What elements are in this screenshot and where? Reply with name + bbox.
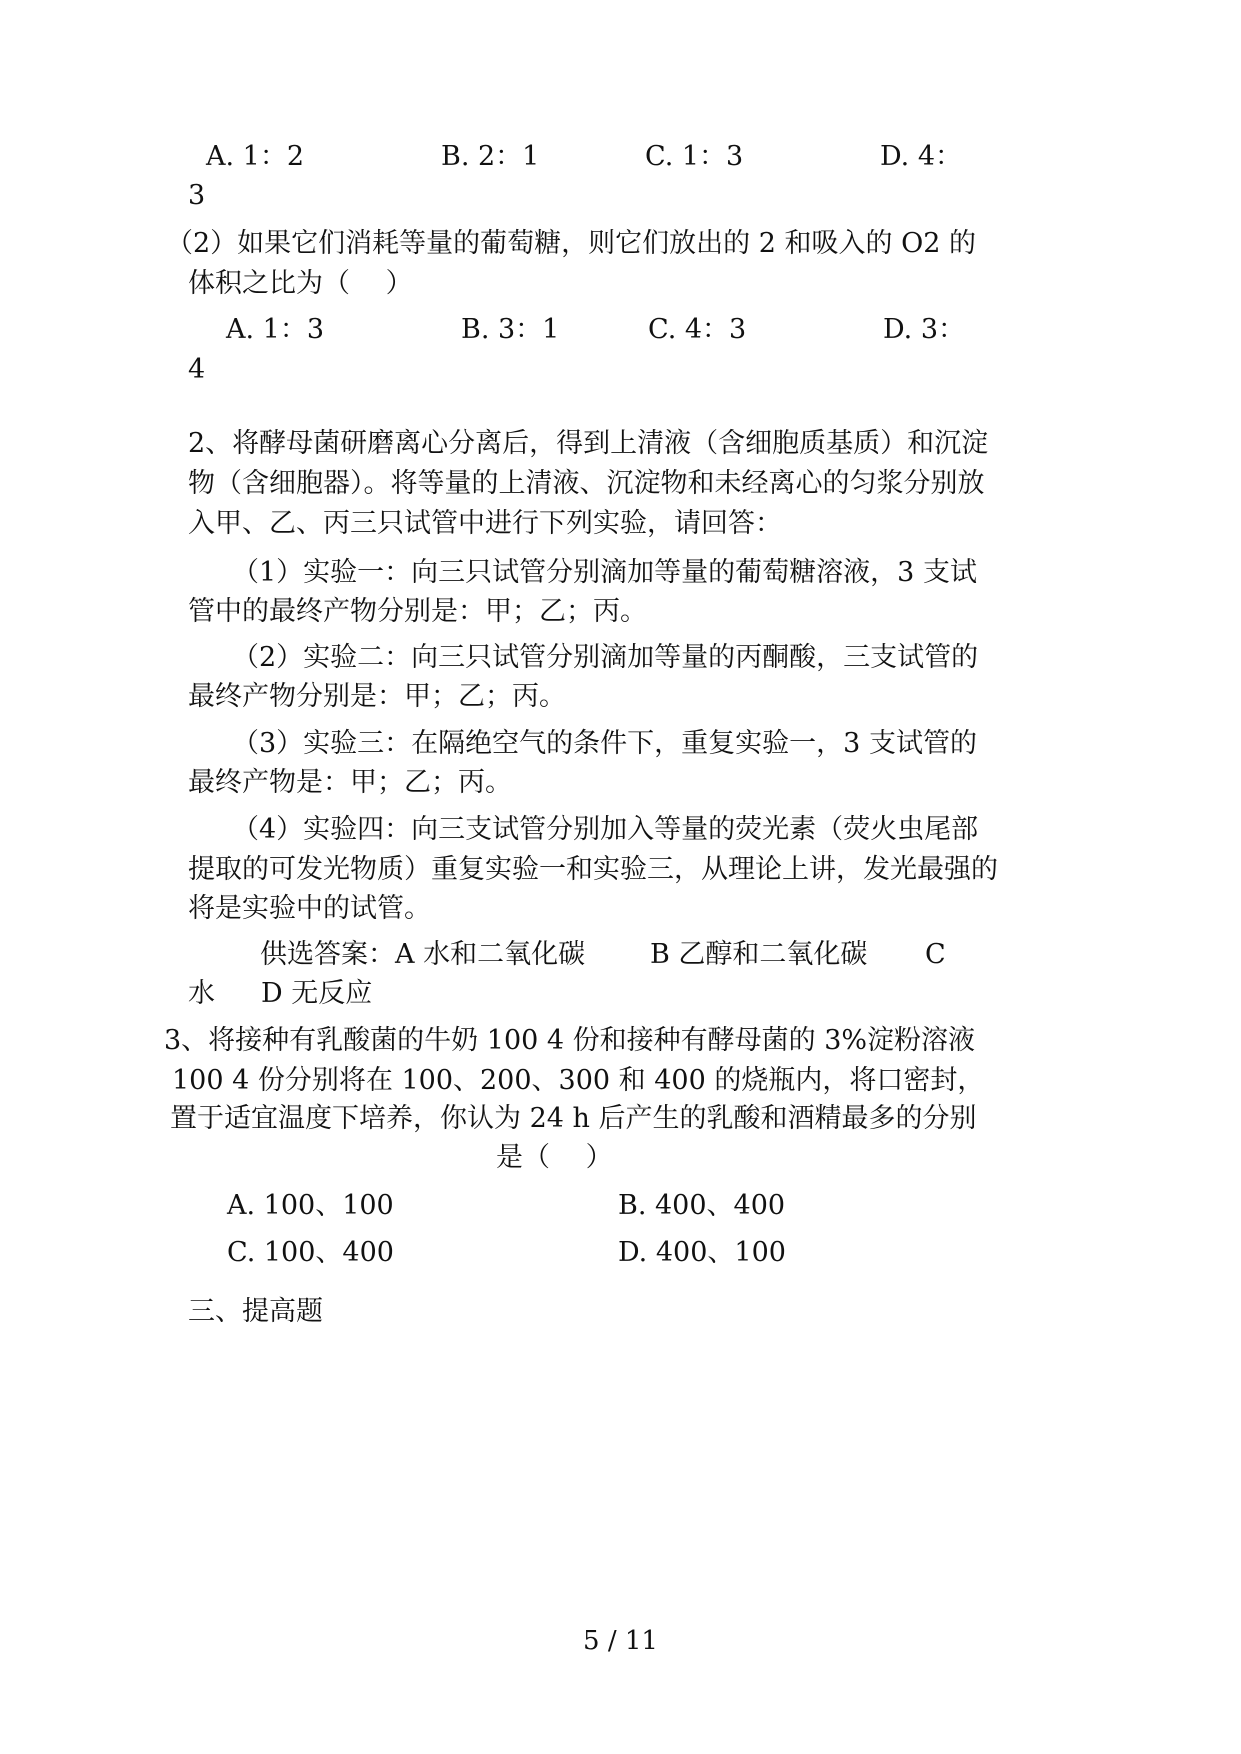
q1a-option-b: B. 2：1 xyxy=(441,141,540,172)
q2-exp4-line1: （4）实验四：向三支试管分别加入等量的荧光素（荧火虫尾部 xyxy=(232,814,979,845)
q3-stem-line2: 100 4 份分别将在 100、200、300 和 400 的烧瓶内，将口密封， xyxy=(172,1065,985,1096)
q2-exp1-line1: （1）实验一：向三只试管分别滴加等量的葡萄糖溶液，3 支试 xyxy=(232,557,977,588)
q1b-stem-line1: （2）如果它们消耗等量的葡萄糖，则它们放出的 2 和吸入的 O2 的 xyxy=(166,228,976,259)
q2-answers-label: 供选答案：A 水和二氧化碳 xyxy=(260,939,586,970)
q2-answer-c: C xyxy=(925,939,946,970)
q1b-option-d-wrap: 4 xyxy=(188,354,206,385)
q1a-option-a: A. 1：2 xyxy=(206,141,305,172)
q1b-option-d: D. 3： xyxy=(883,314,966,345)
q1b-option-a: A. 1：3 xyxy=(226,314,325,345)
q2-exp4-line3: 将是实验中的试管。 xyxy=(188,893,431,924)
q1b-option-b: B. 3：1 xyxy=(461,314,560,345)
q3-option-d: D. 400、100 xyxy=(618,1237,786,1268)
q1b-stem-line2: 体积之比为（ ） xyxy=(188,268,413,299)
q3-stem-line3: 置于适宜温度下培养，你认为 24 h 后产生的乳酸和酒精最多的分别 xyxy=(170,1103,977,1134)
q2-exp3-line1: （3）实验三：在隔绝空气的条件下，重复实验一，3 支试管的 xyxy=(232,728,977,759)
q2-intro-line2: 物（含细胞器）。将等量的上清液、沉淀物和未经离心的匀浆分别放 xyxy=(188,468,985,499)
q1a-option-c: C. 1：3 xyxy=(645,141,744,172)
q1a-option-d-wrap: 3 xyxy=(188,180,206,211)
q1b-option-c: C. 4：3 xyxy=(648,314,747,345)
q2-answer-b: B 乙醇和二氧化碳 xyxy=(650,939,868,970)
q3-option-c: C. 100、400 xyxy=(227,1237,394,1268)
q2-intro-line1: 2、将酵母菌研磨离心分离后，得到上清液（含细胞质基质）和沉淀 xyxy=(188,428,989,459)
page-number: 5 / 11 xyxy=(583,1626,658,1656)
q3-option-a: A. 100、100 xyxy=(227,1190,394,1221)
q2-exp2-line1: （2）实验二：向三只试管分别滴加等量的丙酮酸，三支试管的 xyxy=(232,642,979,673)
q2-exp2-line2: 最终产物分别是：甲；乙；丙。 xyxy=(188,681,566,712)
q3-option-b: B. 400、400 xyxy=(618,1190,786,1221)
q2-intro-line3: 入甲、乙、丙三只试管中进行下列实验，请回答： xyxy=(188,508,782,539)
q1a-option-d: D. 4： xyxy=(880,141,963,172)
q2-exp4-line2: 提取的可发光物质）重复实验一和实验三，从理论上讲，发光最强的 xyxy=(188,854,998,885)
q2-answer-c-wrap: 水 xyxy=(188,978,215,1009)
q3-stem-line4: 是（ ） xyxy=(496,1142,613,1173)
q2-answer-d: D 无反应 xyxy=(261,978,373,1009)
q3-stem-line1: 3、将接种有乳酸菌的牛奶 100 4 份和接种有酵母菌的 3%淀粉溶液 xyxy=(164,1025,976,1056)
q2-exp3-line2: 最终产物是：甲；乙；丙。 xyxy=(188,767,512,798)
section-heading: 三、提高题 xyxy=(188,1296,323,1327)
q2-exp1-line2: 管中的最终产物分别是：甲；乙；丙。 xyxy=(188,596,647,627)
